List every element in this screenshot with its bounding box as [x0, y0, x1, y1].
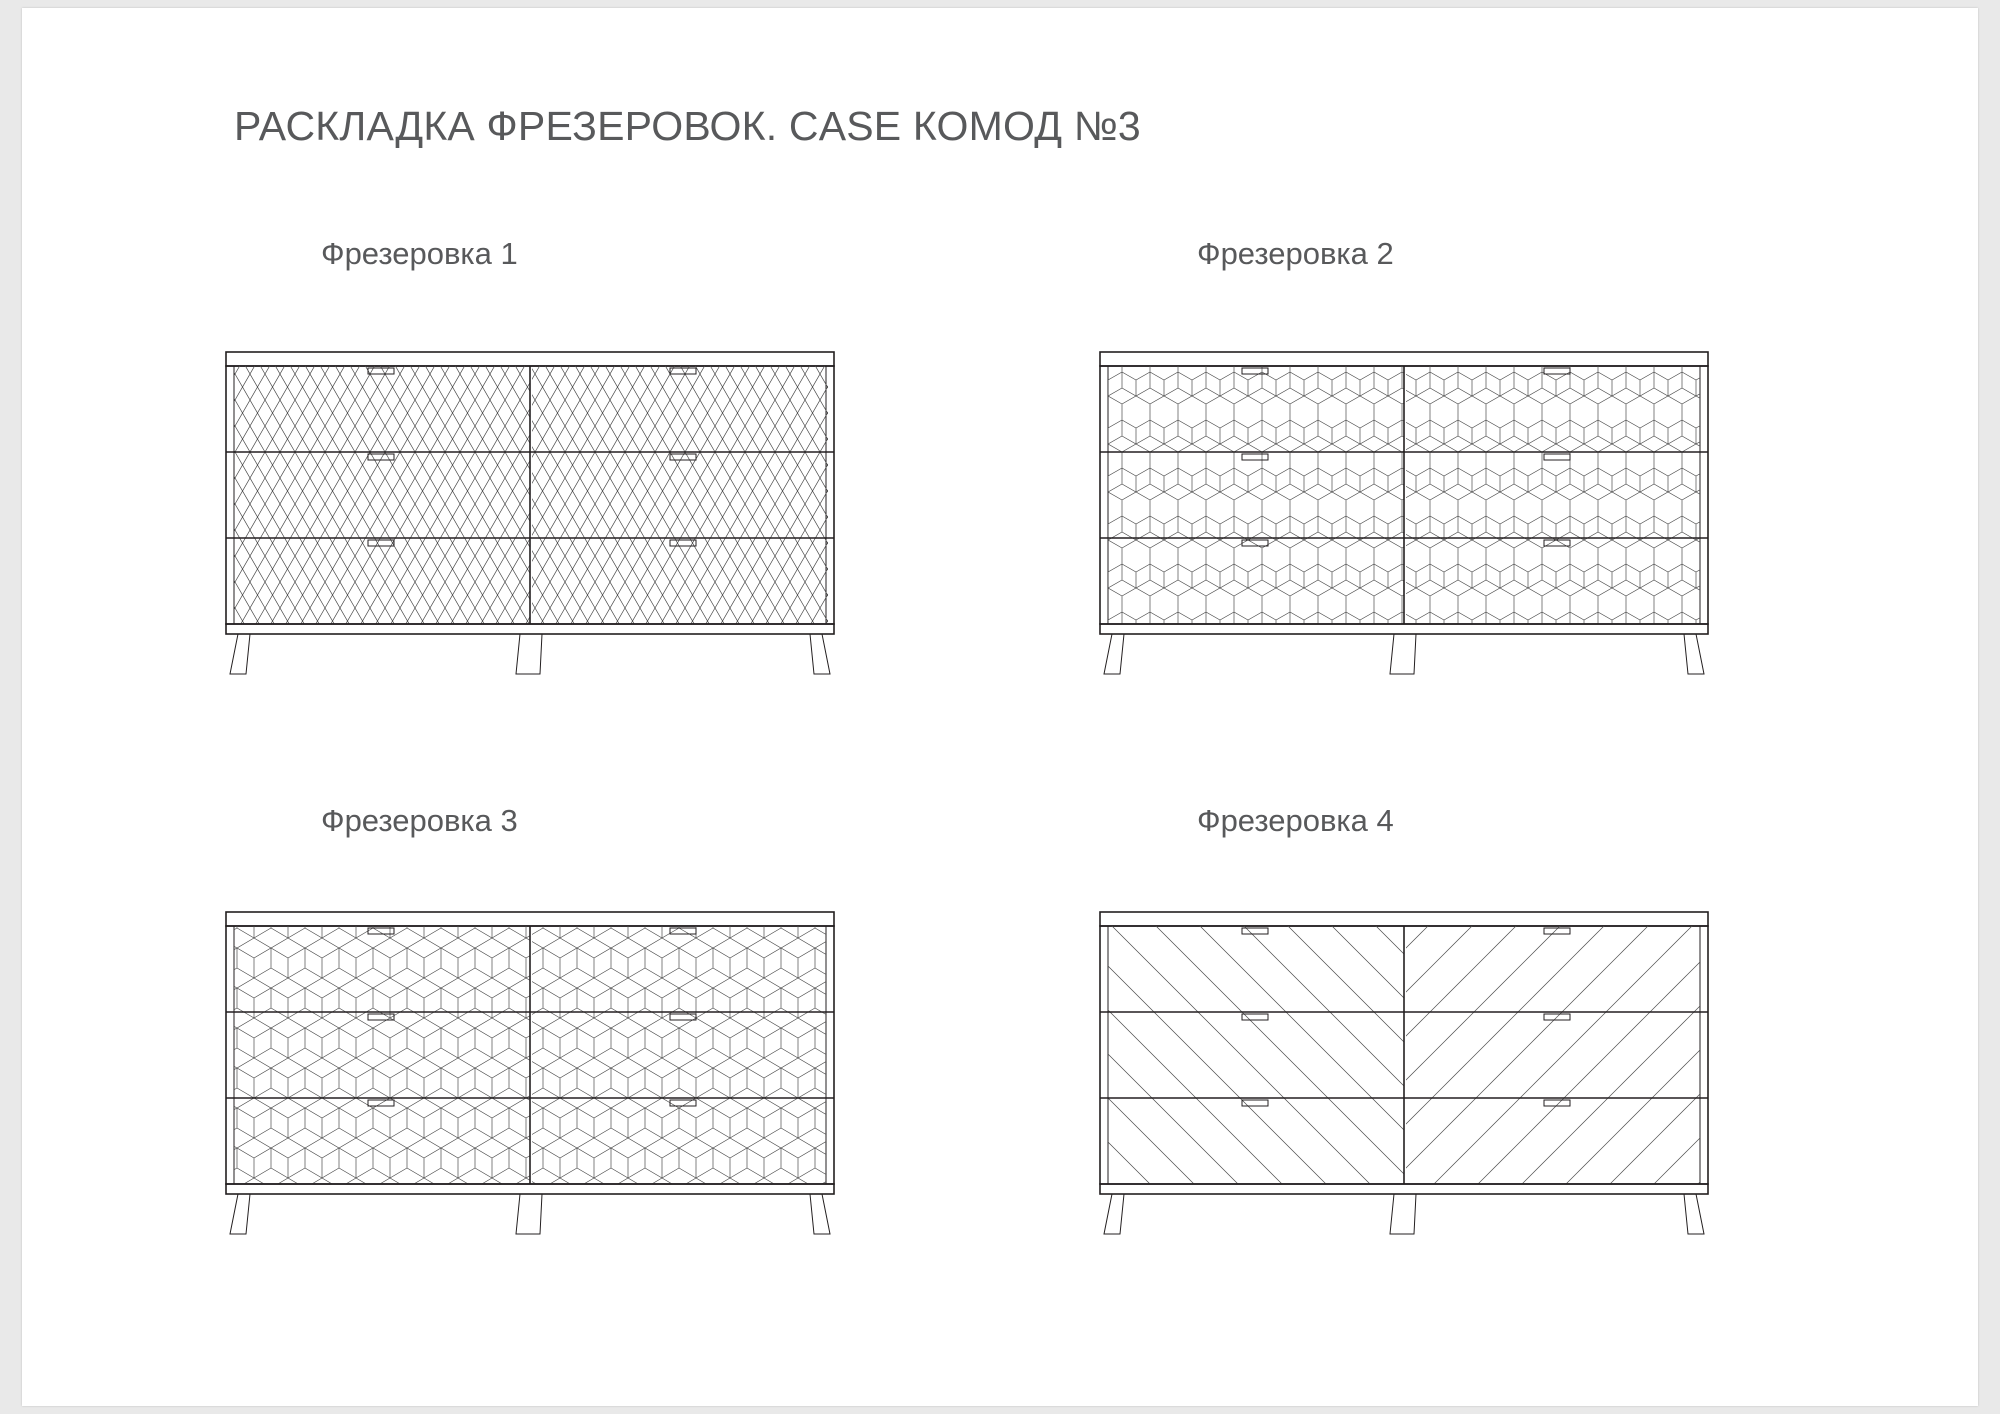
panel-caption-2: Фрезеровка 2	[1197, 236, 1394, 271]
panel-caption-4: Фрезеровка 4	[1197, 803, 1394, 838]
dresser-drawing-4	[1094, 908, 1814, 1278]
panel-caption-1: Фрезеровка 1	[321, 236, 518, 271]
drawing-sheet	[22, 8, 1978, 1406]
dresser-drawing-3	[220, 908, 940, 1278]
panel-caption-3: Фрезеровка 3	[321, 803, 518, 838]
page-title: РАСКЛАДКА ФРЕЗЕРОВОК. CASE КОМОД №3	[234, 103, 1141, 149]
dresser-drawing-2	[1094, 348, 1814, 718]
dresser-drawing-1	[220, 348, 940, 718]
